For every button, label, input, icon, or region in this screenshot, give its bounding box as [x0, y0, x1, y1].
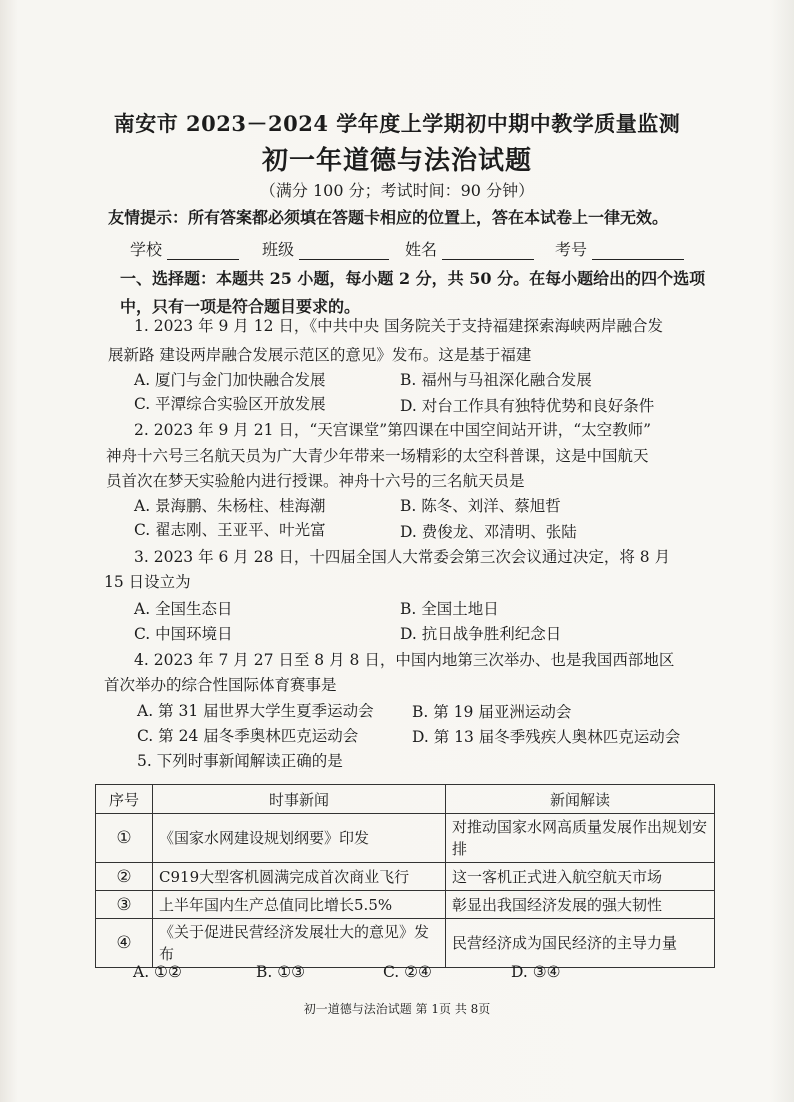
- row-interpretation: 民营经济成为国民经济的主导力量: [446, 919, 715, 968]
- friendly-tip: 友情提示：所有答案都必须填在答题卡相应的位置上，答在本试卷上一律无效。: [108, 208, 669, 227]
- row-number: ④: [96, 919, 153, 968]
- q5-option-a: A. ①②: [133, 963, 182, 981]
- q4-option-b: B. 第 19 届亚洲运动会: [412, 703, 572, 721]
- class-field: [262, 237, 389, 260]
- row-news: 上半年国内生产总值同比增长5.5%: [153, 891, 446, 919]
- exam-title: 南安市 2023－2024 学年度上学期初中期中教学质量监测: [113, 111, 681, 136]
- q2-option-c: C. 翟志刚、王亚平、叶光富: [134, 521, 326, 539]
- row-number: ③: [96, 891, 153, 919]
- q2-option-a: A. 景海鹏、朱杨柱、桂海潮: [134, 497, 326, 515]
- question-2-line2: 神舟十六号三名航天员为广大青少年带来一场精彩的太空科普课，这是中国航天: [106, 447, 649, 465]
- question-3-line1: 3. 2023 年 6 月 28 日，十四届全国人大常委会第三次会议通过决定，将 8 月: [134, 548, 671, 566]
- row-news: 《国家水网建设规划纲要》印发: [153, 814, 446, 863]
- school-label: 学校: [130, 240, 163, 259]
- class-label: 班级: [262, 240, 295, 259]
- q5-option-d: D. ③④: [511, 963, 561, 981]
- q4-option-a: A. 第 31 届世界大学生夏季运动会: [137, 702, 374, 720]
- class-blank: [299, 243, 389, 260]
- row-number: ②: [96, 863, 153, 891]
- q3-option-a: A. 全国生态日: [134, 600, 233, 618]
- q2-option-b: B. 陈冬、刘洋、蔡旭哲: [400, 497, 561, 515]
- q3-option-d: D. 抗日战争胜利纪念日: [400, 625, 562, 643]
- table-row: [96, 863, 715, 891]
- header-interpretation: 新闻解读: [446, 785, 715, 814]
- school-blank: [167, 243, 239, 260]
- news-table: [95, 784, 715, 968]
- exam-no-blank: [592, 243, 684, 260]
- header-number: 序号: [96, 785, 153, 814]
- header-news: 时事新闻: [153, 785, 446, 814]
- table-row: [96, 814, 715, 863]
- row-news: 《关于促进民营经济发展壮大的意见》发布: [153, 919, 446, 968]
- q4-option-c: C. 第 24 届冬季奥林匹克运动会: [137, 727, 359, 745]
- table-row: [96, 919, 715, 968]
- exam-duration-note: （满分 100 分；考试时间：90 分钟）: [259, 181, 535, 200]
- question-2-line1: 2. 2023 年 9 月 21 日，“天宫课堂”第四课在中国空间站开讲，“太空教师”: [134, 421, 652, 439]
- table-row: [96, 891, 715, 919]
- q1-option-a: A. 厦门与金门加快融合发展: [134, 371, 326, 389]
- name-label: 姓名: [405, 240, 438, 259]
- q1-option-b: B. 福州与马祖深化融合发展: [400, 371, 592, 389]
- section-heading: 一、选择题：本题共 25 小题，每小题 2 分，共 50 分。在每小题给出的四个选项中，只有一项是符合题目要求的。: [120, 269, 706, 316]
- q1-option-c: C. 平潭综合实验区开放发展: [134, 395, 326, 413]
- q2-option-d: D. 费俊龙、邓清明、张陆: [400, 523, 577, 541]
- q5-option-b: B. ①③: [256, 963, 306, 981]
- question-1-line1: 1. 2023 年 9 月 12 日，《中共中央 国务院关于支持福建探索海峡两岸融合发: [134, 317, 664, 335]
- row-news: C919大型客机圆满完成首次商业飞行: [153, 863, 446, 891]
- question-4-line2: 首次举办的综合性国际体育赛事是: [104, 676, 337, 694]
- exam-no-field: [555, 237, 684, 260]
- q3-option-c: C. 中国环境日: [134, 625, 233, 643]
- school-field: [130, 237, 239, 260]
- row-number: ①: [96, 814, 153, 863]
- name-blank: [442, 243, 534, 260]
- question-2-line3: 员首次在梦天实验舱内进行授课。神舟十六号的三名航天员是: [106, 472, 525, 490]
- row-interpretation: 这一客机正式进入航空航天市场: [446, 863, 715, 891]
- row-interpretation: 彰显出我国经济发展的强大韧性: [446, 891, 715, 919]
- q4-option-d: D. 第 13 届冬季残疾人奥林匹克运动会: [412, 728, 681, 746]
- question-4-line1: 4. 2023 年 7 月 27 日至 8 月 8 日，中国内地第三次举办、也是我国西部地区: [134, 651, 675, 669]
- q1-option-d: D. 对台工作具有独特优势和良好条件: [400, 397, 655, 415]
- news-table-header-row: [96, 785, 715, 814]
- row-interpretation: 对推动国家水网高质量发展作出规划安排: [446, 814, 715, 863]
- question-3-line2: 15 日设立为: [104, 573, 191, 591]
- name-field: [405, 237, 534, 260]
- question-5-line1: 5. 下列时事新闻解读正确的是: [137, 752, 343, 770]
- q5-option-c: C. ②④: [383, 963, 432, 981]
- question-1-line2: 展新路 建设两岸融合发展示范区的意见》发布。这是基于福建: [108, 346, 532, 364]
- page-footer: 初一道德与法治试题 第 1页 共 8页: [303, 1002, 491, 1016]
- exam-no-label: 考号: [555, 240, 588, 259]
- exam-subject-title: 初一年道德与法治试题: [261, 146, 532, 176]
- q3-option-b: B. 全国土地日: [400, 600, 499, 618]
